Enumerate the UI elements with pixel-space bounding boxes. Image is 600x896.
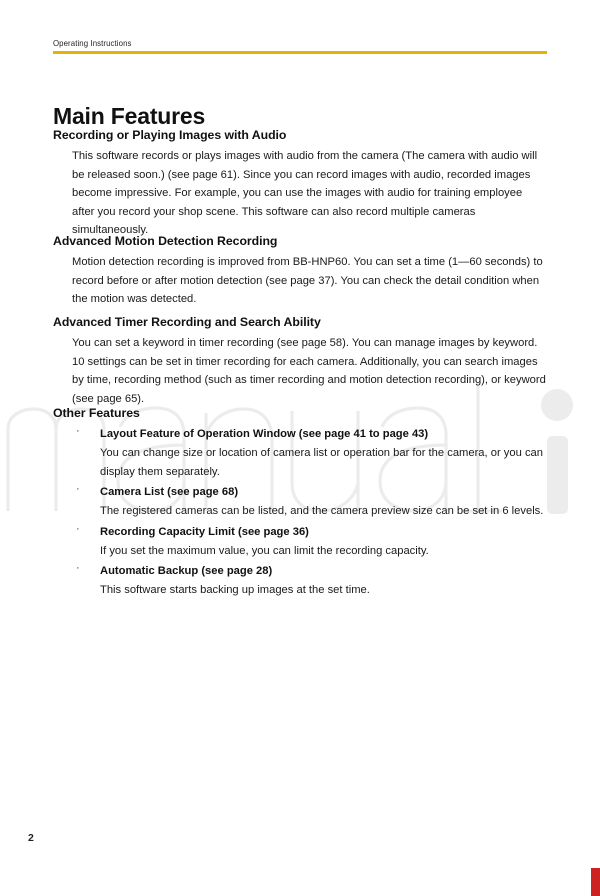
- page-header: [53, 38, 547, 54]
- running-title: Operating Instructions: [53, 38, 132, 48]
- list-item-description: The registered cameras can be listed, and the camera preview size can be set in 6 levels.: [100, 505, 544, 517]
- bullet-icon: ·: [76, 562, 80, 574]
- list-item: [72, 523, 547, 561]
- section-heading: Other Features: [53, 406, 140, 420]
- list-item-description: This software starts backing up images at the set time.: [100, 584, 370, 596]
- list-item: [72, 562, 547, 600]
- other-features-list: [72, 425, 547, 600]
- list-item-description: You can change size or location of camera list or operation bar for the camera, or you can display them separately.: [100, 447, 543, 478]
- list-item-label: Automatic Backup (see page 28): [100, 565, 273, 577]
- list-item-label: Recording Capacity Limit (see page 36): [100, 525, 309, 538]
- list-item-label: Camera List (see page 68): [100, 486, 239, 498]
- section-other-features: [53, 406, 547, 602]
- list-item-label: Layout Feature of Operation Window (see page 41 to page 43): [100, 428, 429, 440]
- corner-marker: [591, 868, 600, 896]
- bullet-icon: ·: [76, 522, 80, 535]
- section-heading: Advanced Motion Detection Recording: [53, 234, 278, 248]
- section-advanced-motion-detection-recording: [53, 234, 547, 309]
- section-heading: Advanced Timer Recording and Search Ability: [53, 315, 321, 329]
- header-rule: [53, 51, 547, 54]
- section-advanced-timer-recording-and-search-ability: [53, 315, 547, 408]
- section-heading: Recording or Playing Images with Audio: [53, 128, 287, 142]
- list-item: [72, 483, 547, 521]
- section-body: This software records or plays images with audio from the camera (The camera with audio will be released soon.) (see page 61). Since you can record images with audio, recorded images become impressive. For example, you can use the images with audio for training employee after you record your shop scene. This software can also record multiple cameras simultaneously.: [72, 150, 538, 236]
- list-item: [72, 425, 547, 481]
- bullet-icon: ·: [76, 425, 80, 437]
- section-body: You can set a keyword in timer recording (see page 58). You can manage images by keyword. 10 settings can be set in timer recording for each camera. Additionally, you can search images by time, recording method (such as timer recording and motion detection recording), or keyword (see page 65).: [72, 337, 546, 405]
- section-body: Motion detection recording is improved from BB-HNP60. You can set a time (1—60 seconds) to record before or after motion detection (see page 37). You can check the detail condition when the motion was detected.: [72, 256, 543, 305]
- bullet-icon: ·: [76, 483, 80, 495]
- section-recording-or-playing-images-with-audio: [53, 128, 547, 240]
- list-item-description: If you set the maximum value, you can limit the recording capacity.: [100, 544, 429, 557]
- page-number: 2: [28, 832, 34, 844]
- page-title: Main Features: [53, 103, 206, 130]
